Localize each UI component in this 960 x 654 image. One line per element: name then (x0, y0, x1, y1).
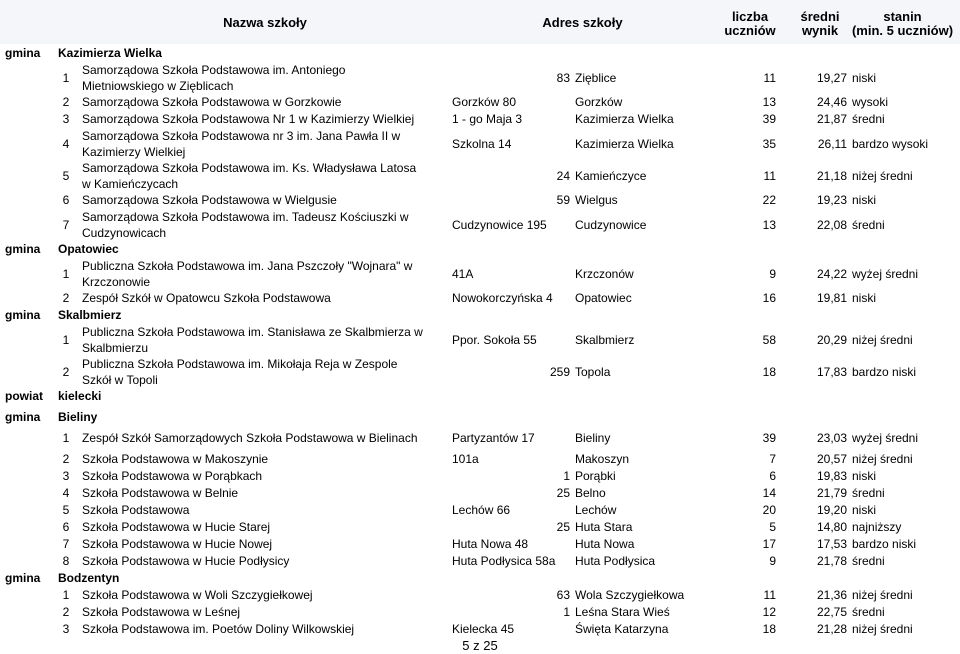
school-name-line1: Publiczna Szkoła Podstawowa im. Mikołaja Reja w Zespole (82, 357, 398, 371)
house-number: 24 (556, 169, 570, 183)
town: Wielgus (575, 193, 618, 207)
school-name: Samorządowa Szkoła Podstawowa w Wielgusie (82, 193, 337, 207)
average-result: 26,11 (817, 137, 847, 151)
student-count: 11 (763, 169, 776, 183)
table-row (0, 112, 960, 128)
street-address: 101a (452, 452, 479, 466)
table-row (0, 503, 960, 519)
school-name: Szkoła Podstawowa w Porąbkach (82, 469, 263, 483)
school-name: Szkoła Podstawowa w Hucie Nowej (82, 537, 273, 551)
school-name: Szkoła Podstawowa w Woli Szczygiełkowej (82, 588, 313, 602)
student-count: 39 (762, 112, 776, 126)
row-number: 4 (62, 137, 70, 151)
street-address: Ppor. Sokoła 55 (452, 333, 537, 347)
table-row (0, 193, 960, 209)
row-number: 1 (62, 588, 70, 602)
average-result: 20,57 (816, 452, 847, 466)
school-name-line1: Samorządowa Szkoła Podstawowa im. Ks. Władysława Latosa (82, 161, 417, 175)
school-name-line2: Krzczonowie (82, 275, 151, 289)
stanine: niżej średni (852, 169, 913, 183)
stanine: niski (852, 291, 877, 305)
student-count: 14 (762, 486, 776, 500)
section-name: Skalbmierz (58, 308, 122, 322)
row-number: 2 (62, 605, 70, 619)
town: Bieliny (575, 431, 611, 445)
town: Huta Nowa (575, 537, 635, 551)
average-result: 24,22 (816, 267, 847, 281)
table-row (0, 554, 960, 570)
student-count: 58 (762, 333, 776, 347)
student-count: 18 (762, 365, 776, 379)
stanine: wyżej średni (852, 431, 919, 445)
school-name: Samorządowa Szkoła Podstawowa Nr 1 w Kazimierzy Wielkiej (82, 112, 415, 126)
section-level: powiat (5, 389, 43, 403)
student-count: 17 (762, 537, 776, 551)
header-count: liczba uczniów (724, 9, 776, 38)
table-row (0, 161, 960, 192)
table-row (0, 537, 960, 553)
row-number: 4 (62, 486, 70, 500)
school-name: Szkoła Podstawowa im. Poetów Doliny Wilkowskiej (82, 622, 355, 636)
page-number: 5 z 25 (462, 638, 498, 653)
average-result: 19,81 (816, 291, 847, 305)
average-result: 14,80 (816, 520, 847, 534)
table-row (0, 325, 960, 356)
stanine: średni (852, 605, 885, 619)
stanine: niżej średni (852, 622, 913, 636)
town: Kazimierza Wielka (575, 137, 674, 151)
table-row (0, 469, 960, 485)
stanine: niski (852, 71, 877, 85)
school-name: Szkoła Podstawowa w Belnie (82, 486, 239, 500)
street-address: Cudzynowice 195 (452, 218, 547, 232)
school-name: Samorządowa Szkoła Podstawowa w Gorzkowie (82, 95, 342, 109)
row-number: 1 (62, 267, 70, 281)
student-count: 35 (762, 137, 776, 151)
stanine: niski (852, 469, 877, 483)
average-result: 21,79 (816, 486, 847, 500)
school-name-line1: Samorządowa Szkoła Podstawowa im. Antoniego (82, 63, 346, 77)
stanine: niżej średni (852, 452, 913, 466)
average-result: 21,78 (816, 554, 847, 568)
school-name-line2: Skalbmierzu (82, 341, 149, 355)
student-count: 18 (762, 622, 776, 636)
table-row (0, 605, 960, 621)
section-name: Bodzentyn (58, 571, 120, 585)
row-number: 1 (62, 333, 70, 347)
row-number: 3 (62, 112, 70, 126)
town: Zięblice (575, 71, 617, 85)
school-name-line1: Samorządowa Szkoła Podstawowa im. Tadeusz Kościuszki w (82, 210, 409, 224)
section-name: Kazimierza Wielka (58, 46, 162, 60)
house-number: 25 (556, 520, 570, 534)
average-result: 19,20 (816, 503, 847, 517)
stanine: średni (852, 486, 885, 500)
street-address: Gorzków 80 (452, 95, 517, 109)
town: Porąbki (575, 469, 616, 483)
town: Cudzynowice (575, 218, 647, 232)
student-count: 6 (769, 469, 776, 483)
house-number: 1 (563, 605, 570, 619)
student-count: 7 (769, 452, 776, 466)
section-level: gmina (5, 308, 41, 322)
section-level: gmina (5, 410, 41, 424)
town: Belno (575, 486, 606, 500)
student-count: 12 (762, 605, 776, 619)
student-count: 11 (763, 71, 776, 85)
table-row (0, 588, 960, 604)
school-name: Szkoła Podstawowa (82, 503, 190, 517)
stanine: niski (852, 193, 877, 207)
street-address: Kielecka 45 (452, 622, 515, 636)
stanine: średni (852, 554, 885, 568)
student-count: 9 (769, 554, 776, 568)
student-count: 20 (762, 503, 776, 517)
average-result: 19,27 (816, 71, 847, 85)
row-number: 2 (62, 291, 70, 305)
row-number: 3 (62, 469, 70, 483)
section-header (0, 46, 960, 62)
stanine: niżej średni (852, 333, 913, 347)
student-count: 16 (762, 291, 776, 305)
table-row (0, 63, 960, 94)
row-number: 1 (62, 431, 70, 445)
row-number: 7 (62, 537, 70, 551)
section-level: gmina (5, 571, 41, 585)
header-result: średni wynik (800, 9, 840, 38)
header-stanine: stanin (min. 5 uczniów) (851, 9, 954, 38)
school-name-line1: Samorządowa Szkoła Podstawowa nr 3 im. Jana Pawła II w (82, 129, 401, 143)
street-address: Huta Nowa 48 (452, 537, 529, 551)
table-row (0, 129, 960, 160)
student-count: 9 (769, 267, 776, 281)
town: Gorzków (575, 95, 623, 109)
student-count: 11 (763, 588, 776, 602)
house-number: 59 (556, 193, 570, 207)
town: Wola Szczygiełkowa (575, 588, 685, 602)
section-header (0, 389, 960, 405)
average-result: 19,23 (816, 193, 847, 207)
stanine: wysoki (852, 95, 889, 109)
town: Kamieńczyce (575, 169, 647, 183)
stanine: wyżej średni (852, 267, 919, 281)
street-address: Lechów 66 (452, 503, 511, 517)
school-name-line1: Publiczna Szkoła Podstawowa im. Jana Pszczoły "Wojnara" w (82, 259, 413, 273)
street-address: Szkolna 14 (452, 137, 512, 151)
house-number: 259 (549, 365, 570, 379)
row-number: 6 (62, 193, 70, 207)
school-name: Szkoła Podstawowa w Leśnej (82, 605, 241, 619)
school-name-line2: Kazimierzy Wielkiej (82, 145, 186, 159)
table-row (0, 431, 960, 447)
stanine: bardzo niski (852, 365, 917, 379)
stanine: niżej średni (852, 588, 913, 602)
town: Lechów (575, 503, 617, 517)
table-row (0, 210, 960, 241)
table-row (0, 622, 960, 638)
house-number: 25 (556, 486, 570, 500)
table-row (0, 291, 960, 307)
average-result: 17,83 (816, 365, 847, 379)
table-row (0, 486, 960, 502)
section-name: Opatowiec (58, 242, 119, 256)
student-count: 22 (762, 193, 776, 207)
street-address: 41A (452, 267, 474, 281)
section-level: gmina (5, 242, 41, 256)
school-name-line2: w Kamieńczycach (82, 177, 179, 191)
stanine: bardzo niski (852, 537, 917, 551)
town: Skalbmierz (575, 333, 635, 347)
row-number: 6 (62, 520, 70, 534)
stanine: najniższy (852, 520, 902, 534)
stanine: bardzo wysoki (852, 137, 929, 151)
average-result: 21,36 (816, 588, 847, 602)
average-result: 23,03 (816, 431, 847, 445)
average-result: 19,83 (816, 469, 847, 483)
row-number: 1 (62, 71, 70, 85)
town: Święta Katarzyna (575, 622, 669, 636)
student-count: 13 (762, 218, 776, 232)
school-name: Szkoła Podstawowa w Hucie Starej (82, 520, 271, 534)
average-result: 21,28 (816, 622, 847, 636)
header-address: Adres szkoły (542, 15, 623, 30)
table-row (0, 520, 960, 536)
table-header (0, 0, 960, 44)
average-result: 24,46 (816, 95, 847, 109)
town: Kazimierza Wielka (575, 112, 674, 126)
table-row (0, 452, 960, 468)
section-header (0, 308, 960, 324)
row-number: 3 (62, 622, 70, 636)
table-row (0, 95, 960, 111)
town: Topola (575, 365, 611, 379)
section-header (0, 571, 960, 587)
school-name: Zespół Szkół w Opatowcu Szkoła Podstawowa (82, 291, 331, 305)
row-number: 5 (62, 503, 70, 517)
row-number: 2 (62, 452, 70, 466)
street-address: Nowokorczyńska 4 (452, 291, 553, 305)
street-address: 1 - go Maja 3 (452, 112, 523, 126)
row-number: 2 (62, 365, 70, 379)
town: Huta Stara (575, 520, 633, 534)
town: Krzczonów (575, 267, 634, 281)
house-number: 1 (563, 469, 570, 483)
section-level: gmina (5, 46, 41, 60)
student-count: 39 (762, 431, 776, 445)
school-name: Szkoła Podstawowa w Makoszynie (82, 452, 269, 466)
school-name: Szkoła Podstawowa w Hucie Podłysicy (82, 554, 290, 568)
town: Opatowiec (575, 291, 632, 305)
street-address: Partyzantów 17 (452, 431, 535, 445)
row-number: 7 (62, 218, 70, 232)
section-name: Bieliny (58, 410, 98, 424)
section-name: kielecki (58, 389, 102, 403)
average-result: 21,87 (816, 112, 847, 126)
average-result: 20,29 (816, 333, 847, 347)
house-number: 83 (556, 71, 570, 85)
student-count: 5 (769, 520, 776, 534)
stanine: średni (852, 112, 885, 126)
average-result: 21,18 (816, 169, 847, 183)
table-row (0, 259, 960, 290)
average-result: 17,53 (816, 537, 847, 551)
average-result: 22,75 (816, 605, 847, 619)
school-name-line1: Publiczna Szkoła Podstawowa im. Stanisława ze Skalbmierza w (82, 325, 423, 339)
section-header (0, 410, 960, 426)
school-name: Zespół Szkół Samorządowych Szkoła Podstawowa w Bielinach (82, 431, 418, 445)
house-number: 63 (556, 588, 570, 602)
street-address: Huta Podłysica 58a (452, 554, 556, 568)
school-name-line2: Mietniowskiego w Zięblicach (82, 79, 234, 93)
town: Huta Podłysica (575, 554, 656, 568)
header-school-name: Nazwa szkoły (223, 15, 307, 30)
table-row (0, 357, 960, 388)
school-name-line2: Szkół w Topoli (82, 373, 158, 387)
town: Makoszyn (575, 452, 630, 466)
average-result: 22,08 (816, 218, 847, 232)
student-count: 13 (762, 95, 776, 109)
row-number: 2 (62, 95, 70, 109)
row-number: 5 (62, 169, 70, 183)
section-header (0, 242, 960, 258)
town: Leśna Stara Wieś (575, 605, 670, 619)
row-number: 8 (62, 554, 70, 568)
school-name-line2: Cudzynowicach (82, 226, 167, 240)
stanine: średni (852, 218, 885, 232)
stanine: niski (852, 503, 877, 517)
